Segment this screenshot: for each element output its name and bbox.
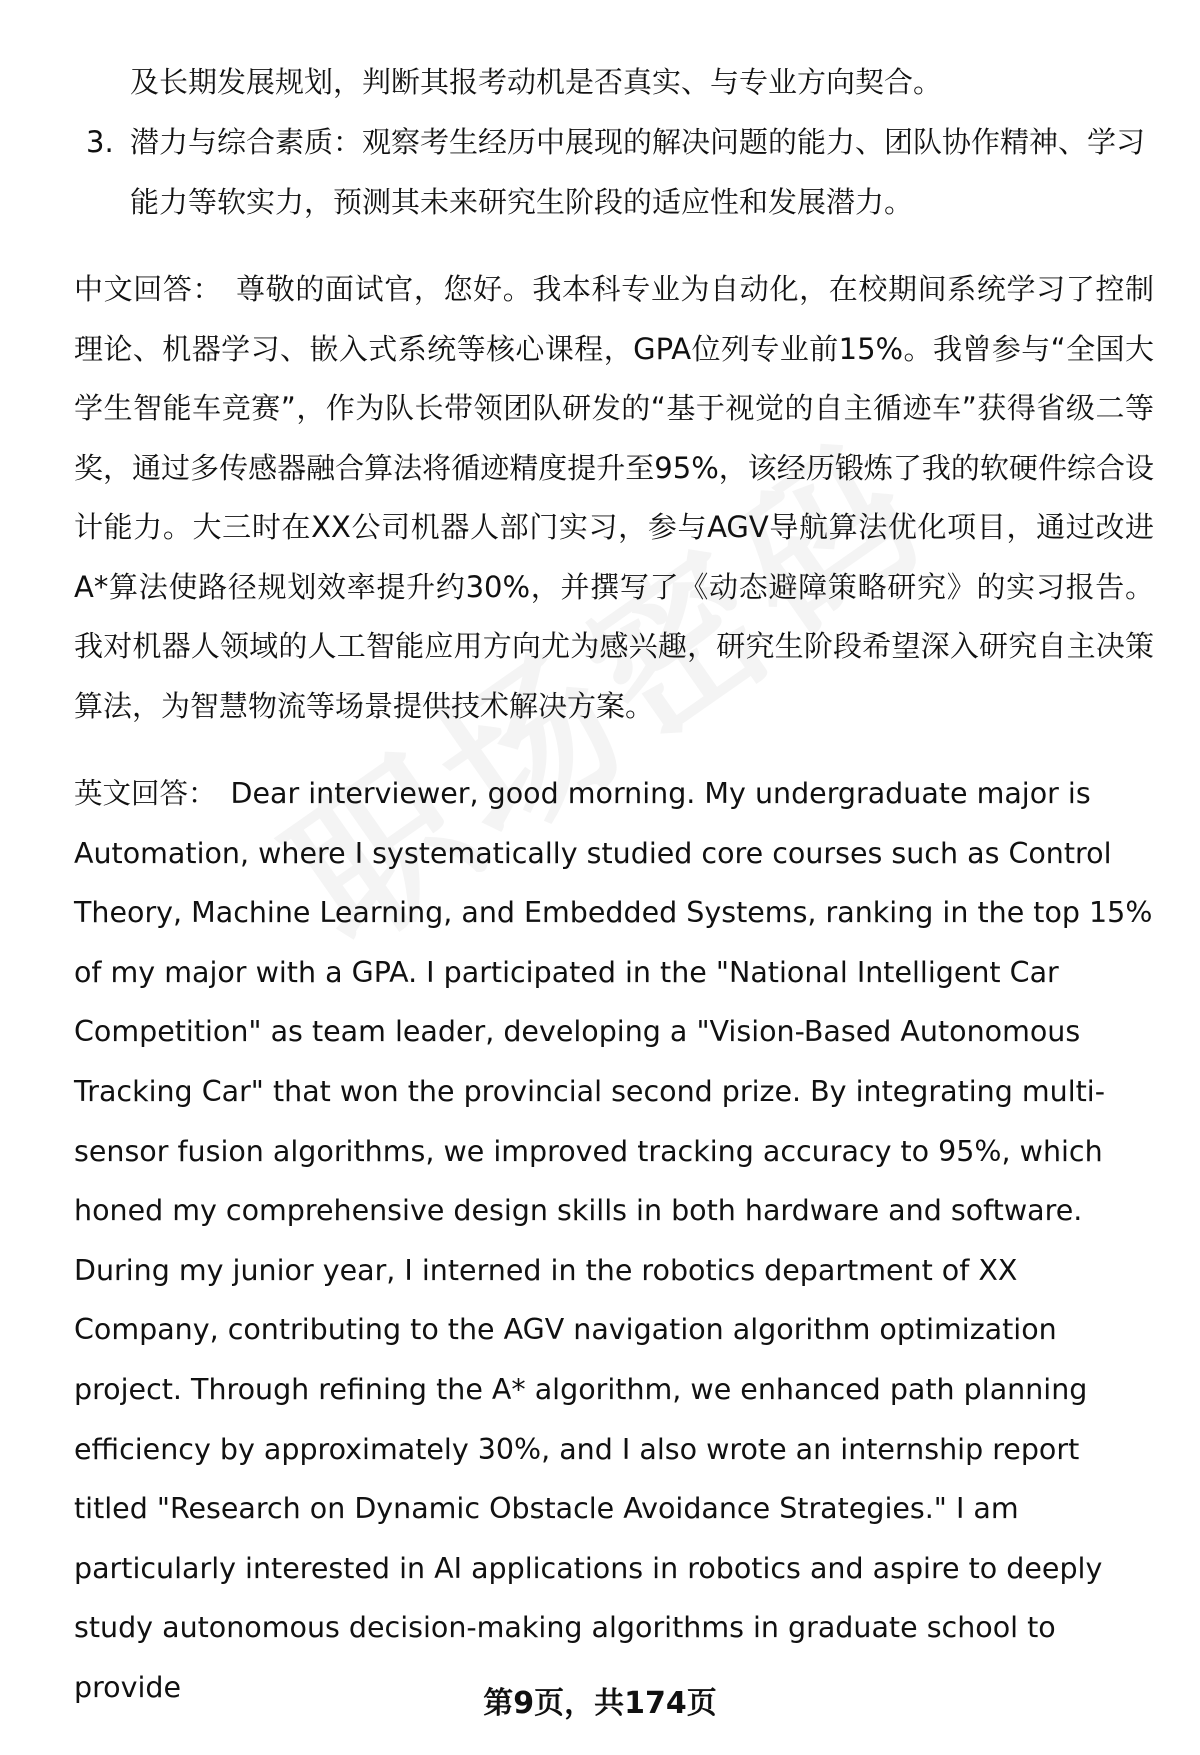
english-answer [74, 764, 1154, 1718]
list-item-text: 潜力与综合素质：观察考生经历中展现的解决问题的能力、团队协作精神、学习能力等软实力，预测其未来研究生阶段的适应性和发展潜力。 [130, 125, 1146, 219]
english-answer-text: Dear interviewer, good morning. My undergraduate major is Automation, where I systematically studied core courses such as Control Theory, Machine Learning, and Embedded Systems, ranking in the top 15% of my major with a GPA. I participated in the "National Intelligent Car Competition" as team leader, developing a "Vision-Based Autonomous Tracking Car" that won the provincial second prize. By integrating multi-sensor fusion algorithms, we improved tracking accuracy to 95%, which honed my comprehensive design skills in both hardware and software. During my junior year, I interned in the robotics department of XX Company, contributing to the AGV navigation algorithm optimization project. Through refining the A* algorithm, we enhanced path planning efficiency by approximately 30%, and I also wrote an internship report titled "Research on Dynamic Obstacle Avoidance Strategies." I am particularly interested in AI applications in robotics and aspire to deeply study autonomous decision-making algorithms in graduate school to provide [74, 777, 1153, 1704]
page-number-footer: 第9页，共174页 [483, 1686, 717, 1721]
english-answer-label: 英文回答： [74, 777, 217, 810]
chinese-answer-text: 尊敬的面试官，您好。我本科专业为自动化，在校期间系统学习了控制理论、机器学习、嵌入式系统等核心课程，GPA位列专业前15%。我曾参与“全国大学生智能车竞赛”，作为队长带领团队研发的“基于视觉的自主循迹车”获得省级二等奖，通过多传感器融合算法将循迹精度提升至95%，该经历锻炼了我的软硬件综合设计能力。大三时在XX公司机器人部门实习，参与AGV导航算法优化项目，通过改进A*算法使路径规划效率提升约30%，并撰写了《动态避障策略研究》的实习报告。我对机器人领域的人工智能应用方向尤为感兴趣，研究生阶段希望深入研究自主决策算法，为智慧物流等场景提供技术解决方案。 [74, 272, 1154, 723]
continued-list-text: 及长期发展规划，判断其报考动机是否真实、与专业方向契合。 [130, 65, 943, 99]
document-content [74, 52, 1154, 1718]
list-item [74, 112, 1154, 232]
chinese-answer-label: 中文回答： [74, 272, 223, 306]
criteria-list [74, 112, 1154, 232]
chinese-answer [74, 260, 1154, 736]
list-item-number: 3. [86, 125, 114, 159]
